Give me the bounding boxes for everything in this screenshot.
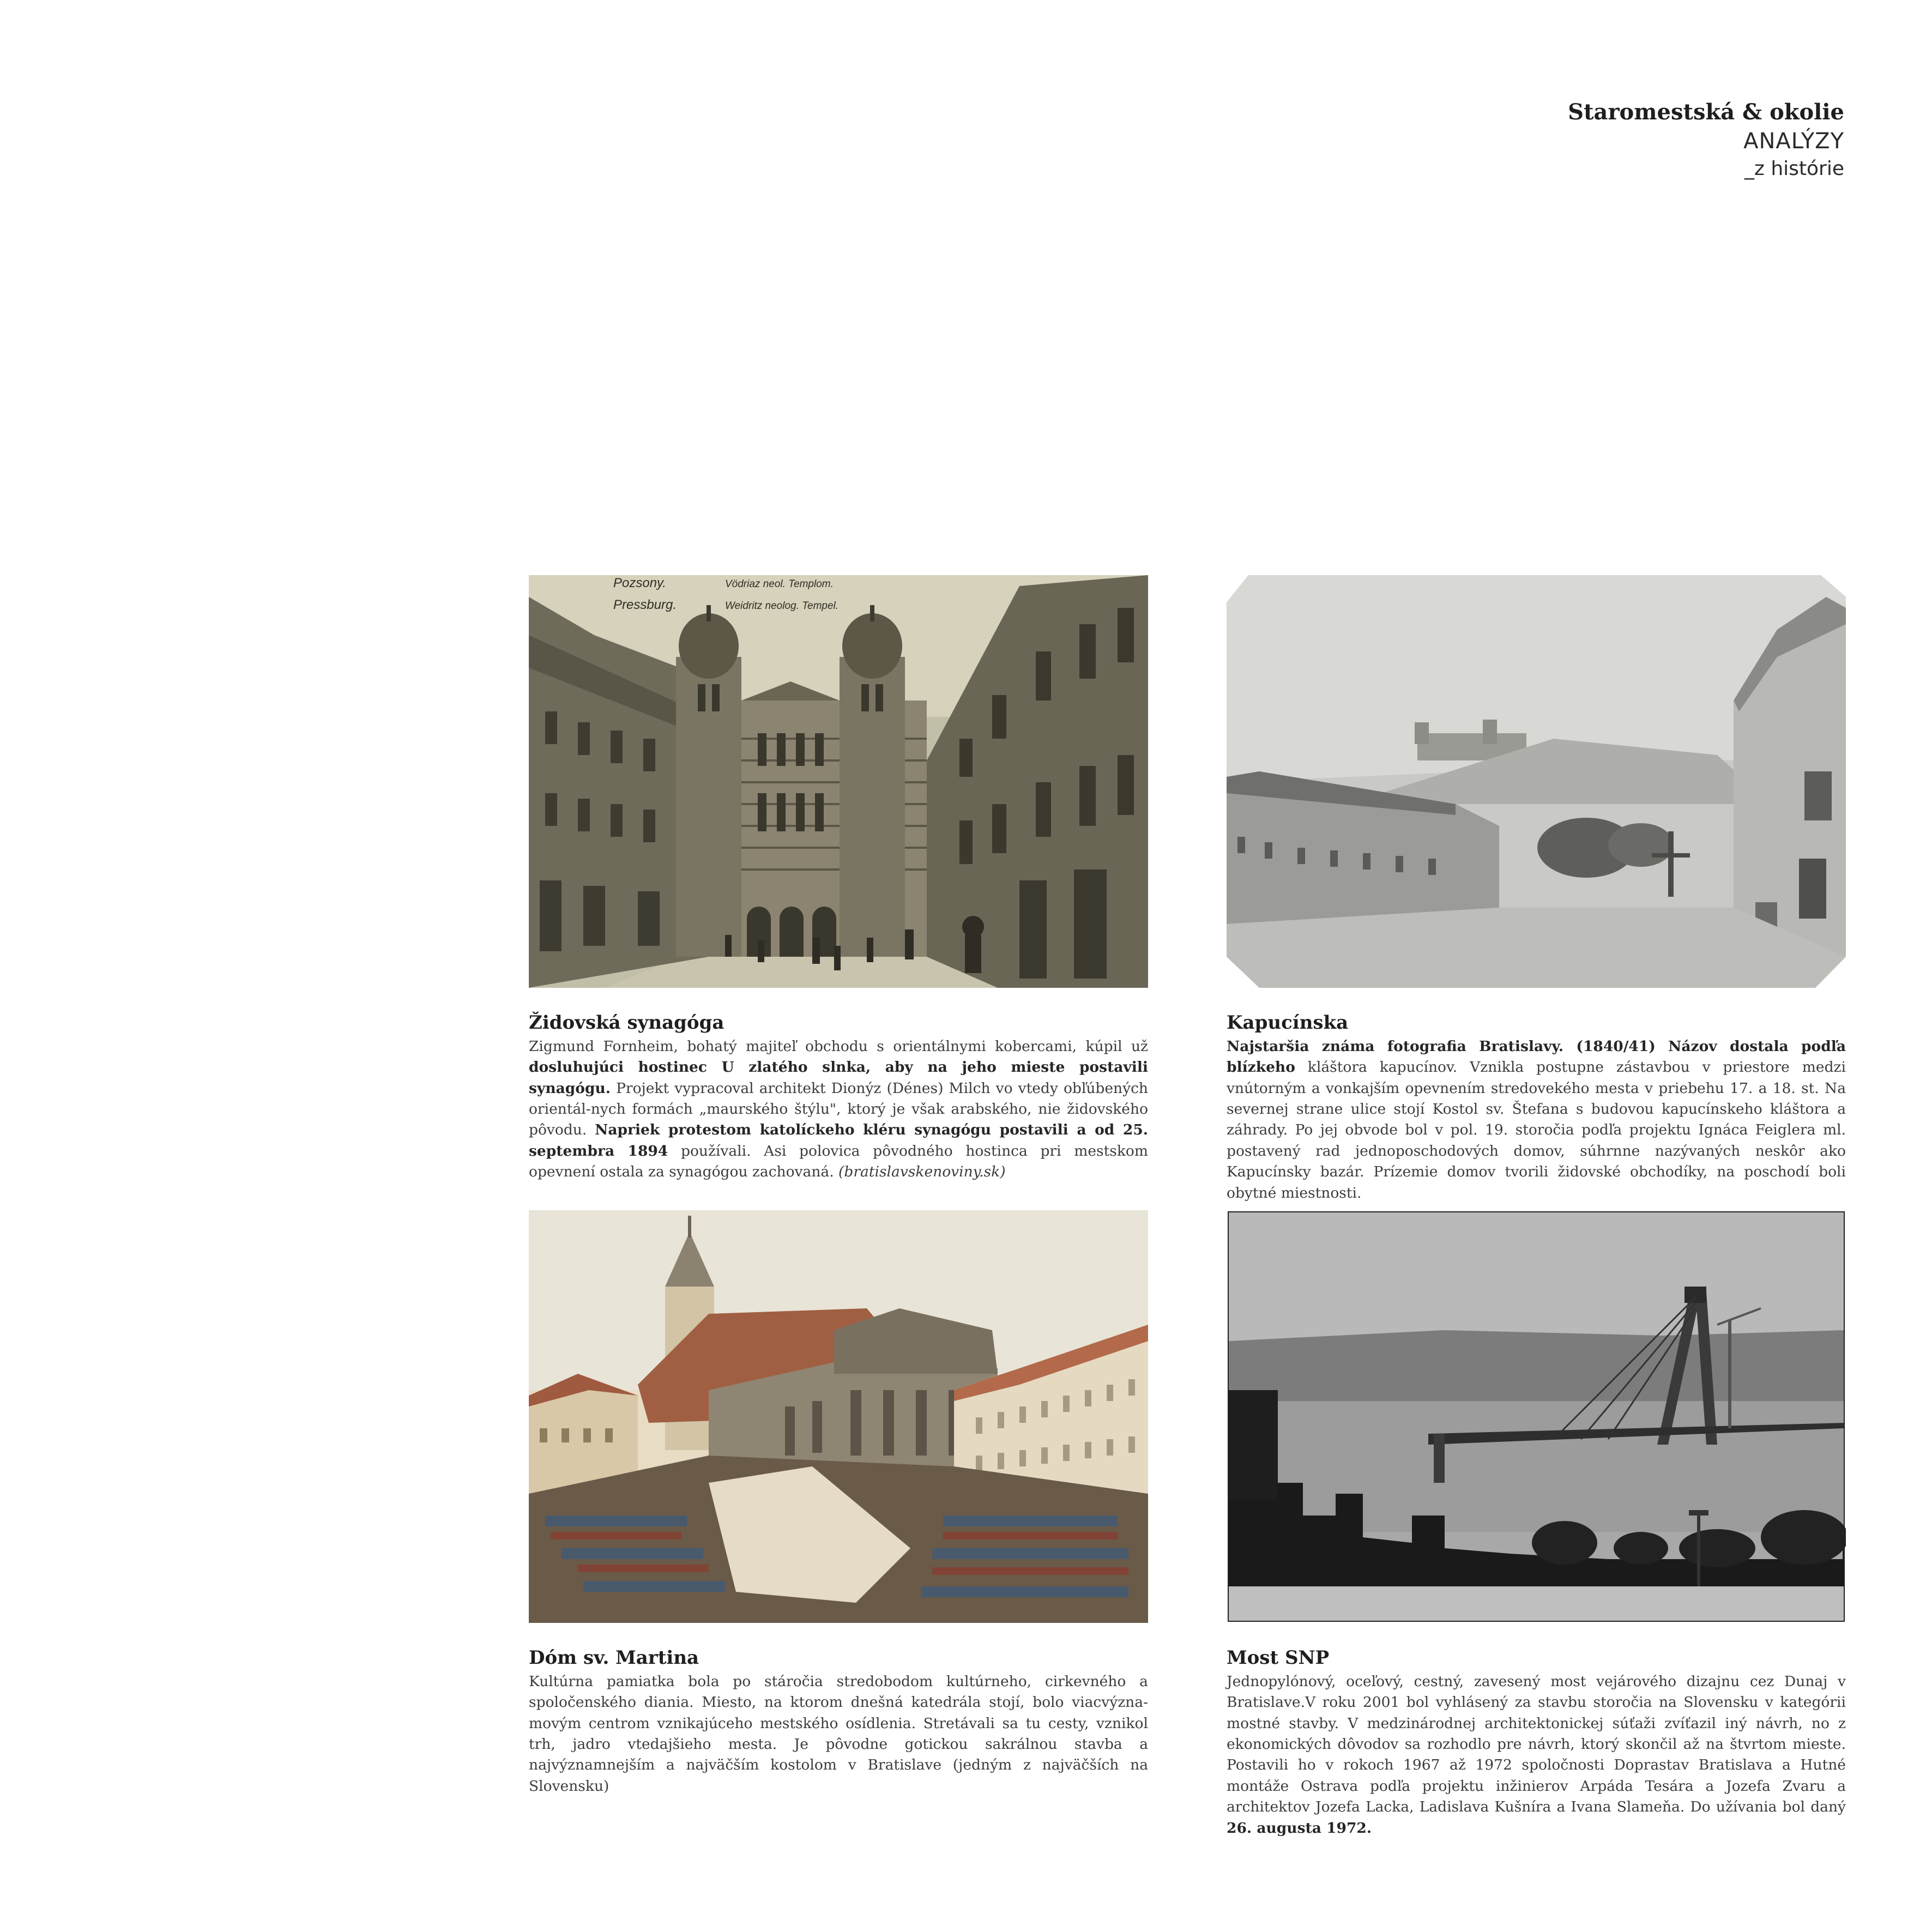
photo-caption-pressburg: Pressburg. xyxy=(613,597,677,612)
card-title-kapucinska: Kapucínska xyxy=(1227,1012,1349,1034)
card-title-dom-martina: Dóm sv. Martina xyxy=(529,1647,699,1669)
card-text-kapucinska: Najstaršia známa fotografia Bratislavy. (1840/41) Názov dostala podľa blízkeho kláštora kapucínov. Vznikla postupne zástavbou v priestore medzi vnútorným a vonkajším opevnením stredovekého mesta v priebehu 17. a 18. st. Na severnej strane ulice stojí Kostol sv. Štefana s budovou kapucínskeho kláštora a záhrady. Po jej obvode bol v pol. 19. storočia podľa projektu Ignáca Feiglera ml. postavený rad jednoposchodových domov, súhrnne nazývaných neskôr ako Kapucínsky bazár. Prízemie domov tvorili židovské obchodíky, na poschodí boli obytné miestnosti. xyxy=(1227,1037,1846,1202)
page-header xyxy=(1568,98,1844,182)
card-most-snp xyxy=(1227,1210,1846,1839)
photo-caption-pozsony: Pozsony. xyxy=(613,576,666,590)
header-subsection: _z histórie xyxy=(1744,157,1844,180)
most-snp-photo xyxy=(1227,1210,1846,1623)
card-text-dom-martina: Kultúrna pamiatka bola po stáročia stredobodom kultúrneho, cirkevného a spoločenského diania. Miesto, na ktorom dnešná katedrála stojí, bolo viacvýzna-movým centrom vznikajúceho mestského osídlenia. Stretávali sa tu cesty, vznikol trh, jadro vtedajšieho mesta. Je pôvodne gotickou sakrálnou stavba a najvýznamnejším a najväčším kostolom v Bratislave (jedným z najväčších na Slovensku) xyxy=(529,1673,1148,1795)
card-dom-martina xyxy=(529,1210,1148,1797)
card-kapucinska xyxy=(1227,575,1846,1204)
header-title: Staromestská & okolie xyxy=(1568,99,1844,125)
card-title-most-snp: Most SNP xyxy=(1227,1647,1330,1669)
photo-caption-hu: Vödriaz neol. Templom. xyxy=(725,578,834,590)
card-synagogue xyxy=(529,575,1148,1183)
dom-martina-photo xyxy=(529,1210,1148,1623)
card-title-synagogue: Židovská synagóga xyxy=(529,1012,724,1034)
card-text-synagogue: Zigmund Fornheim, bohatý majiteľ obchodu s orientálnymi kobercami, kúpil už dosluhujúci hostinec U zlatého slnka, aby na jeho mieste postavili synagógu. Projekt vypracoval architekt Dionýz (Dénes) Milch vo vtedy obľúbených orientál-nych formách „maurského štýlu", ktorý je však arabského, nie židovského pôvodu. Napriek protestom katolíckeho kléru synagógu postavili a od 25. septembra 1894 používali. Asi polovica pôvodného hostinca pri mestskom opevnení ostala za synagógou zachovaná. (bratislavskenoviny.sk) xyxy=(529,1037,1149,1181)
photo-caption-de: Weidritz neolog. Tempel. xyxy=(725,600,839,612)
card-text-most-snp: Jednopylónový, oceľový, cestný, zavesený most vejárového dizajnu cez Dunaj v Bratislave.V roku 2001 bol vyhlásený za stavbu storočia na Slovensku v kategórii mostné stavby. V medzinárodnej architektonickej súťaži zvíťazil iný návrh, no z ekonomických dôvodov sa rozhodlo pre návrh, ktorý skončil až na štvrtom mieste. Postavili ho v rokoch 1967 až 1972 spoločnosti Doprastav Bratislava a Hutné montáže Ostrava podľa projektu inžinierov Arpáda Tesára a Jozefa Zvaru a architektov Jozefa Lacka, Ladislava Kušníra a Ivana Slameňa. Do užívania bol daný 26. augusta 1972. xyxy=(1227,1673,1846,1837)
synagogue-photo xyxy=(529,575,1148,988)
header-section: ANALÝZY xyxy=(1743,128,1844,154)
kapucinska-photo xyxy=(1227,575,1846,988)
